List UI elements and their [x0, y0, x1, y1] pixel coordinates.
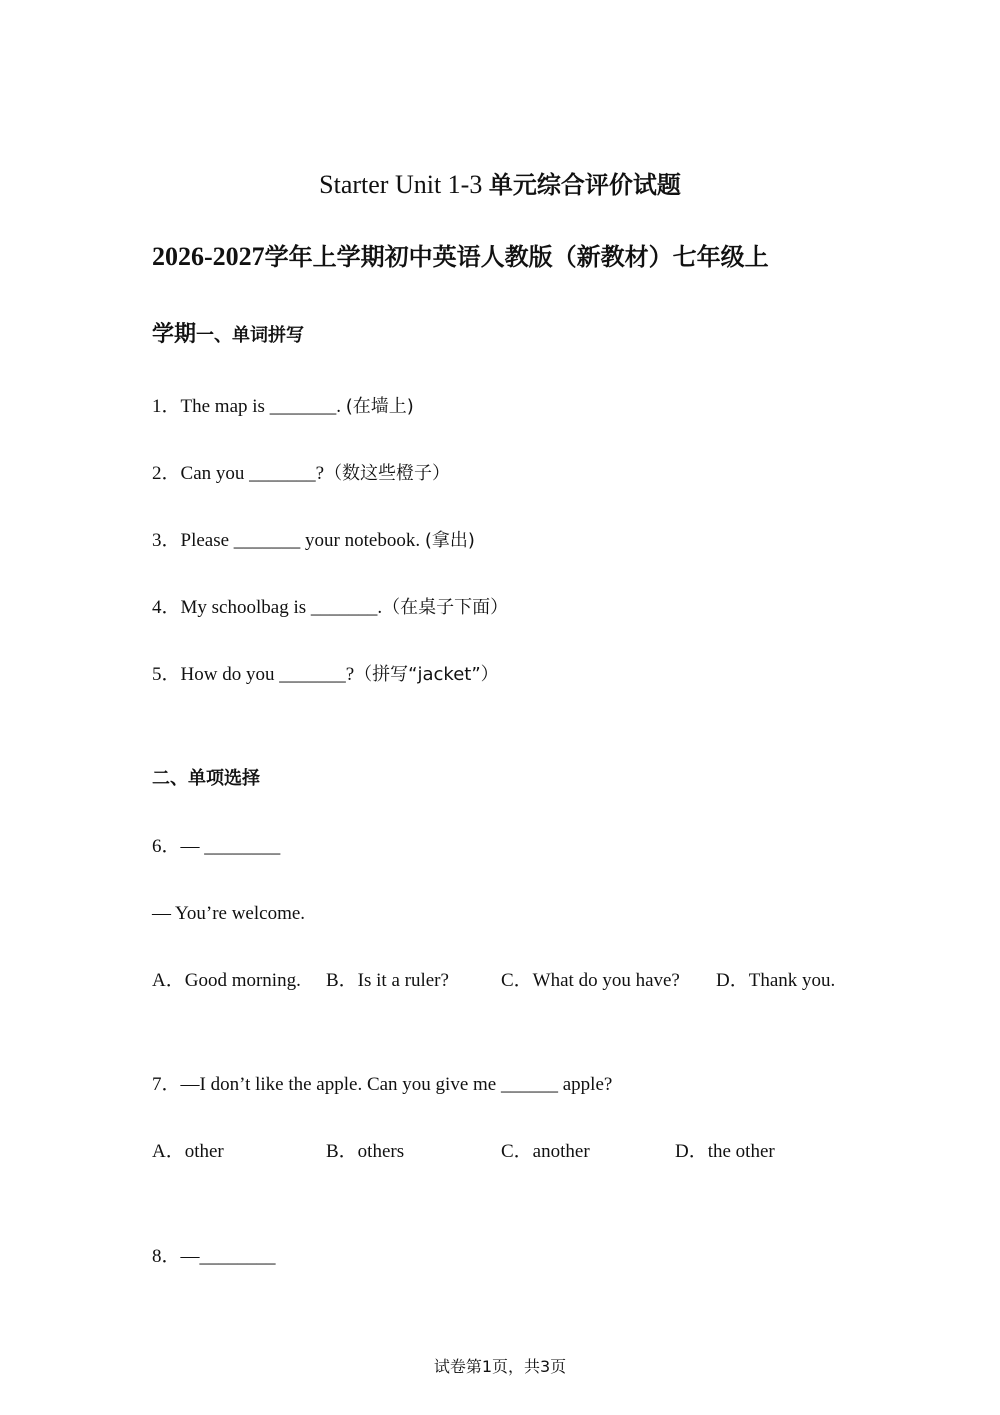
- question-7: [152, 1072, 612, 1098]
- question-number: 7．: [152, 1074, 181, 1095]
- section1-heading: [152, 318, 304, 353]
- section1-title: 一、单词拼写: [196, 325, 305, 346]
- title-cn: 单元综合评价试题: [488, 171, 681, 199]
- q6-option-a[interactable]: A．Good morning.: [152, 970, 301, 991]
- q7-option-c[interactable]: C．another: [501, 1141, 590, 1162]
- question-4: [152, 595, 508, 621]
- subtitle-year: 2026-2027: [152, 242, 265, 271]
- q7-option-b[interactable]: B．others: [326, 1141, 405, 1162]
- question-text: Can you _______?: [180, 463, 325, 484]
- q6-option-b[interactable]: B．Is it a ruler?: [326, 970, 449, 991]
- question-number: 8．: [152, 1246, 181, 1267]
- q7-option-a[interactable]: A．other: [152, 1141, 224, 1162]
- question-text: How do you _______?: [180, 664, 355, 685]
- question-text: —________: [180, 1246, 276, 1267]
- subtitle-continued: 学期: [152, 322, 197, 347]
- question-1: [152, 394, 414, 420]
- exam-subtitle: [152, 240, 769, 274]
- question-2: [152, 461, 450, 487]
- question-number: 2．: [152, 463, 181, 484]
- question-8: [152, 1244, 276, 1270]
- title-unit: Starter Unit 1-3: [319, 170, 483, 199]
- section2-title: 二、单项选择: [152, 768, 260, 789]
- question-number: 3．: [152, 530, 181, 551]
- question-number: 1．: [152, 396, 181, 417]
- question-number: 4．: [152, 597, 181, 618]
- question-text: My schoolbag is _______.: [180, 597, 383, 618]
- q7-option-d[interactable]: D．the other: [675, 1141, 775, 1162]
- question-text: —I don’t like the apple. Can you give me ______ apple?: [180, 1074, 613, 1095]
- exam-title: [0, 168, 1000, 202]
- question-hint: （数这些橙子）: [324, 463, 451, 484]
- page-number: 试卷第1页，共3页: [433, 1357, 567, 1376]
- question-hint: (在墙上): [345, 396, 414, 417]
- question-text: — ________: [180, 836, 281, 857]
- question-number: 5．: [152, 664, 181, 685]
- question-hint: （在桌子下面）: [382, 597, 509, 618]
- question-6: [152, 834, 280, 860]
- q6-option-c[interactable]: C．What do you have?: [501, 970, 680, 991]
- q6-option-d[interactable]: D．Thank you.: [716, 970, 836, 991]
- page-footer: [0, 1355, 1000, 1379]
- question-text: The map is _______.: [180, 396, 346, 417]
- question-text: Please _______ your notebook.: [180, 530, 425, 551]
- question-6-reply: — You’re welcome.: [152, 903, 306, 924]
- question-5: [152, 662, 499, 688]
- question-hint: （拼写“jacket”）: [354, 664, 499, 685]
- question-number: 6．: [152, 836, 181, 857]
- question-hint: (拿出): [424, 530, 475, 551]
- subtitle-cn: 学年上学期初中英语人教版（新教材）七年级上: [264, 243, 769, 271]
- question-3: [152, 528, 475, 554]
